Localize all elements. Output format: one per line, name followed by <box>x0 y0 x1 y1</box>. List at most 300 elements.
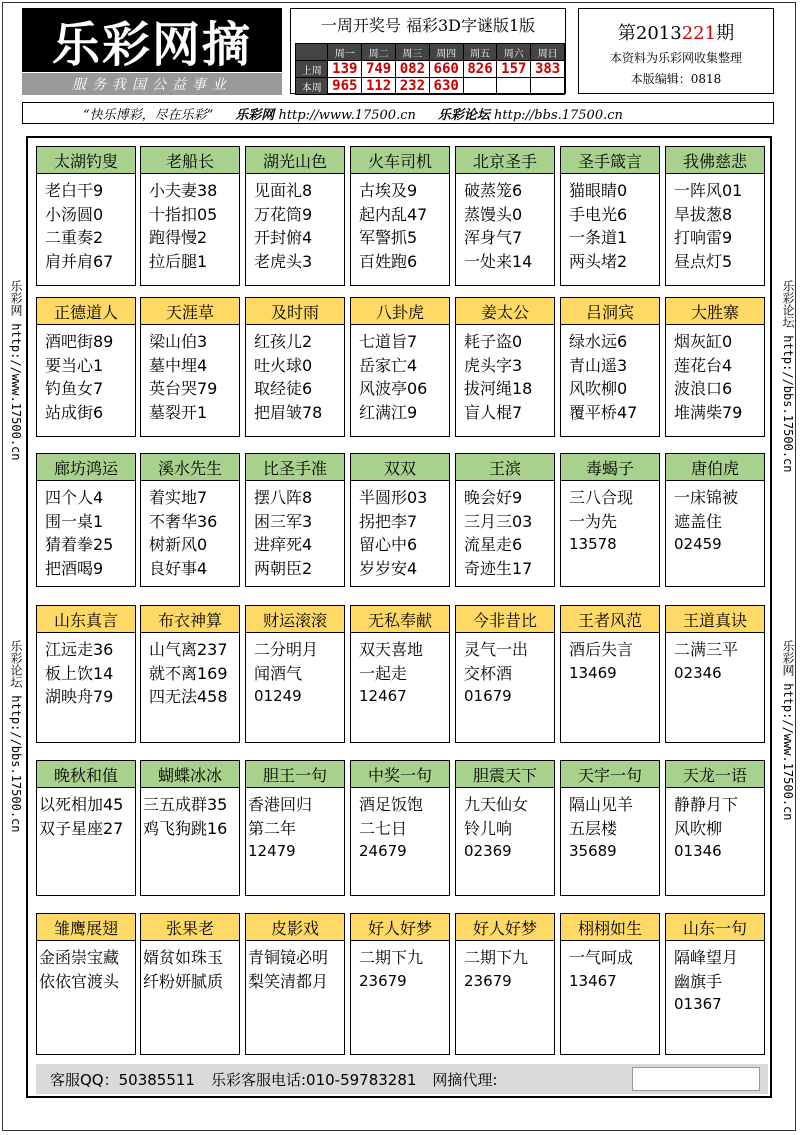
riddle-line: 二期下九 <box>464 948 529 967</box>
riddle-card <box>245 913 345 1055</box>
riddle-card <box>350 913 450 1055</box>
riddle-card-body <box>666 174 764 273</box>
draw-number: 157 <box>497 61 531 78</box>
riddle-card <box>560 146 660 286</box>
riddle-card <box>36 146 136 286</box>
banner <box>22 102 774 124</box>
riddle-line: 酒吧街89 <box>45 332 114 351</box>
riddle-line: 绿水远6 <box>569 332 628 351</box>
riddle-card-title: 晚秋和值 <box>37 761 135 788</box>
riddle-line: 第二年 <box>248 818 297 838</box>
footer-agent: 网摘代理: <box>432 1070 498 1089</box>
riddle-line: 交杯酒 <box>464 663 513 683</box>
riddle-line: 岁岁安4 <box>359 558 418 578</box>
riddle-line: 一起走 <box>359 663 408 683</box>
draw-number: 139 <box>328 61 362 78</box>
riddle-line: 墓裂开1 <box>149 402 208 422</box>
riddle-card-title: 及时雨 <box>246 298 344 325</box>
riddle-card-title: 布衣神算 <box>141 606 239 633</box>
riddle-card <box>350 146 450 286</box>
riddle-card-body <box>351 633 449 709</box>
riddle-card-body <box>351 788 449 864</box>
riddle-card-title: 财运滚滚 <box>246 606 344 633</box>
riddle-line: 山气离237 <box>149 640 228 659</box>
riddle-card <box>36 297 136 437</box>
riddle-card <box>36 913 136 1055</box>
riddle-line: 开封俯4 <box>254 228 313 247</box>
riddle-line: 浑身气7 <box>464 228 523 247</box>
riddle-card <box>665 297 765 437</box>
riddle-line: 三八合现 <box>569 488 634 507</box>
riddle-line: 一阵风01 <box>674 181 743 200</box>
riddle-card-body <box>351 174 449 273</box>
riddle-line: 九天仙女 <box>464 795 529 814</box>
riddle-card <box>560 297 660 437</box>
riddle-line: 02369 <box>464 842 512 860</box>
riddle-card-title: 正德道人 <box>37 298 135 325</box>
riddle-line: 静静月下 <box>674 795 739 814</box>
riddle-card-title: 毒蝎子 <box>561 454 659 481</box>
riddle-line: 双子星座27 <box>39 818 124 838</box>
riddle-card-title: 太湖钓叟 <box>37 147 135 174</box>
riddle-card <box>665 453 765 587</box>
riddle-line: 红满江9 <box>359 402 418 422</box>
riddle-card-title: 湖光山色 <box>246 147 344 174</box>
riddle-card-title: 我佛慈悲 <box>666 147 764 174</box>
issue-editor: 本版编辑：0818 <box>630 72 722 86</box>
riddle-line: 半圆形03 <box>359 488 428 507</box>
riddle-line: 虎头字3 <box>464 355 523 375</box>
riddle-line: 一处来14 <box>464 251 533 271</box>
riddle-card-body <box>561 174 659 273</box>
riddle-line: 耗子盗0 <box>464 332 523 351</box>
riddle-line: 13578 <box>569 535 617 553</box>
riddle-line: 婿贫如珠玉 <box>143 948 224 967</box>
riddle-card-body <box>246 788 344 864</box>
day-header: 周一 <box>328 44 362 61</box>
riddle-line: 晚会好9 <box>464 488 523 507</box>
riddle-line: 三五成群35 <box>143 795 228 814</box>
draw-title: 一周开奖号 福彩3D字谜版1版 <box>320 15 536 35</box>
riddle-line: 纤粉妍腻质 <box>143 971 224 991</box>
logo-text: 乐彩网摘 <box>51 16 252 73</box>
issue-box <box>578 8 774 94</box>
riddle-line: 摆八阵8 <box>254 488 313 507</box>
riddle-card <box>245 453 345 587</box>
forum-url[interactable]: http://bbs.17500.cn <box>494 107 623 123</box>
riddle-line: 二期下九 <box>359 948 424 967</box>
riddle-line: 围一桌1 <box>45 511 104 531</box>
day-header: 周四 <box>429 44 463 61</box>
riddle-card <box>140 146 240 286</box>
riddle-card-body <box>37 941 135 993</box>
riddle-line: 破蒸笼6 <box>464 181 523 200</box>
riddle-line: 鸡飞狗跳16 <box>143 818 228 838</box>
riddle-card-title: 栩栩如生 <box>561 914 659 941</box>
riddle-line: 肩并肩67 <box>45 251 114 271</box>
draw-results-box <box>290 8 566 94</box>
riddle-line: 一条道1 <box>569 228 628 247</box>
riddle-line: 古埃及9 <box>359 181 418 200</box>
riddle-card-title: 今非昔比 <box>456 606 554 633</box>
riddle-line: 依依官渡头 <box>39 971 120 991</box>
slogan: 服务我国公益事业 <box>72 77 232 93</box>
draw-number: 749 <box>362 61 396 78</box>
riddle-card-body <box>246 941 344 993</box>
riddle-card <box>665 913 765 1055</box>
riddle-line: 闻酒气 <box>254 663 303 683</box>
riddle-card-body <box>561 481 659 557</box>
issue-number: 221 <box>681 23 717 44</box>
riddle-line: 着实地7 <box>149 488 208 507</box>
riddle-line: 酒后失言 <box>569 640 634 659</box>
riddle-card-body <box>141 788 239 840</box>
draw-number: 232 <box>396 78 430 95</box>
riddle-card-title: 天龙一语 <box>666 761 764 788</box>
riddle-line: 双天喜地 <box>359 640 424 659</box>
riddle-line: 奇迹生17 <box>464 558 533 578</box>
riddle-line: 三月三03 <box>464 511 533 531</box>
draw-number: 082 <box>396 61 430 78</box>
riddle-line: 老虎头3 <box>254 251 313 271</box>
riddle-card <box>36 605 136 743</box>
riddle-line: 01679 <box>464 687 512 705</box>
riddle-line: 23679 <box>359 971 407 990</box>
riddle-card-title: 廊坊鸿运 <box>37 454 135 481</box>
riddle-line: 板上饮14 <box>45 663 114 683</box>
riddle-line: 就不离169 <box>149 663 228 683</box>
riddle-card <box>560 605 660 743</box>
riddle-card-title: 天宇一句 <box>561 761 659 788</box>
riddle-card <box>665 146 765 286</box>
riddle-line: 香港回归 <box>248 795 313 814</box>
riddle-card-title: 天涯草 <box>141 298 239 325</box>
slogan-bar <box>22 73 282 95</box>
riddle-line: 百姓跑6 <box>359 251 418 271</box>
riddle-card-body <box>37 325 135 424</box>
riddle-line: 烟灰缸0 <box>674 332 733 351</box>
riddle-card-body <box>141 941 239 993</box>
riddle-card-body <box>561 633 659 685</box>
riddle-card-body <box>666 941 764 1017</box>
riddle-card-title: 雏鹰展翅 <box>37 914 135 941</box>
riddle-card-title: 北京圣手 <box>456 147 554 174</box>
riddle-line: 以死相加45 <box>39 795 124 814</box>
riddle-line: 堆满柴79 <box>674 402 743 422</box>
riddle-card <box>665 760 765 896</box>
riddle-line: 梁山伯3 <box>149 332 208 351</box>
riddle-line: 12467 <box>359 687 407 705</box>
agent-blank-field <box>632 1067 760 1091</box>
riddle-card <box>245 605 345 743</box>
riddle-card <box>350 760 450 896</box>
riddle-card-body <box>141 325 239 424</box>
riddle-line: 良好事4 <box>149 558 208 578</box>
riddle-card-body <box>141 481 239 580</box>
day-header: 周三 <box>396 44 430 61</box>
riddle-card <box>455 453 555 587</box>
forum-label: 乐彩论坛 <box>437 107 490 123</box>
riddle-card-title: 胆王一句 <box>246 761 344 788</box>
issue-title <box>579 19 773 45</box>
riddle-line: 灵气一出 <box>464 640 529 659</box>
riddle-line: 12479 <box>248 842 296 860</box>
riddle-line: 取经徒6 <box>254 379 313 398</box>
riddle-card <box>665 605 765 743</box>
riddle-line: 拉后腿1 <box>149 251 208 271</box>
riddle-card-body <box>246 481 344 580</box>
riddle-line: 困三军3 <box>254 511 313 531</box>
riddle-card <box>36 760 136 896</box>
riddle-line: 青山遥3 <box>569 355 628 375</box>
riddle-line: 01249 <box>254 687 302 705</box>
riddle-card-title: 大胜寨 <box>666 298 764 325</box>
riddle-line: 英台哭79 <box>149 379 218 398</box>
riddle-line: 小夫妻38 <box>149 181 218 200</box>
riddle-card-title: 圣手箴言 <box>561 147 659 174</box>
riddle-line: 一为先 <box>569 511 618 531</box>
riddle-card <box>36 453 136 587</box>
riddle-line: 墓中埋4 <box>149 355 208 375</box>
riddle-card-body <box>456 325 554 424</box>
riddle-line: 两朝臣2 <box>254 558 313 578</box>
riddle-card-title: 姜太公 <box>456 298 554 325</box>
motto: “快乐博彩，尽在乐彩” <box>83 107 214 123</box>
riddle-line: 幽旗手 <box>674 971 723 991</box>
riddle-line: 风吹柳 <box>674 818 723 838</box>
footer-phone: 乐彩客服电话:010-59783281 <box>210 1070 417 1089</box>
logo <box>22 8 282 72</box>
riddle-line: 13467 <box>569 971 617 990</box>
riddle-card-title: 好人好梦 <box>351 914 449 941</box>
side-label-left-bottom: 乐彩论坛 http://bbs.17500.cn <box>9 640 23 833</box>
riddle-line: 七道旨7 <box>359 332 418 351</box>
riddle-card-body <box>37 481 135 580</box>
riddle-line: 24679 <box>359 842 407 860</box>
draw-number: 383 <box>531 61 565 78</box>
riddle-line: 打响雷9 <box>674 228 733 247</box>
riddle-line: 金函崇宝藏 <box>39 948 120 967</box>
riddle-line: 拐把李7 <box>359 511 418 531</box>
riddle-line: 隔山见羊 <box>569 795 634 814</box>
riddle-card <box>350 605 450 743</box>
riddle-line: 万花筒9 <box>254 204 313 224</box>
riddle-line: 昼点灯5 <box>674 251 733 271</box>
riddle-line: 起内乱47 <box>359 204 428 224</box>
day-header: 周六 <box>497 44 531 61</box>
draw-number: 630 <box>429 78 463 95</box>
riddle-card-body <box>246 325 344 424</box>
site-url[interactable]: http://www.17500.cn <box>278 107 416 123</box>
riddle-line: 梨笑清都月 <box>248 971 329 991</box>
riddle-card-title: 蝴蝶冰冰 <box>141 761 239 788</box>
riddle-line: 两头堵2 <box>569 251 628 271</box>
riddle-line: 23679 <box>464 971 512 990</box>
draw-number <box>531 78 565 95</box>
riddle-card-body <box>456 174 554 273</box>
riddle-line: 见面礼8 <box>254 181 313 200</box>
riddle-line: 猫眼睛0 <box>569 181 628 200</box>
riddle-line: 二重奏2 <box>45 228 104 247</box>
corner-cell <box>296 44 328 61</box>
draw-number: 965 <box>328 78 362 95</box>
riddle-card <box>245 760 345 896</box>
riddle-card-title: 火车司机 <box>351 147 449 174</box>
riddle-card-title: 山东真言 <box>37 606 135 633</box>
riddle-card <box>140 297 240 437</box>
riddle-card-title: 吕洞宾 <box>561 298 659 325</box>
riddle-card <box>455 605 555 743</box>
riddle-card <box>455 913 555 1055</box>
riddle-line: 青铜镜必明 <box>248 948 329 967</box>
riddle-line: 跑得慢2 <box>149 228 208 247</box>
riddle-line: 流星走6 <box>464 535 523 554</box>
riddle-card-title: 比圣手准 <box>246 454 344 481</box>
riddle-card-body <box>456 633 554 709</box>
riddle-card-title: 胆震天下 <box>456 761 554 788</box>
riddle-card-body <box>351 941 449 993</box>
riddle-card-title: 王者风范 <box>561 606 659 633</box>
riddle-line: 把眉皱78 <box>254 402 323 422</box>
riddle-line: 蒸馒头0 <box>464 204 523 224</box>
riddle-card-title: 老船长 <box>141 147 239 174</box>
day-header: 周五 <box>463 44 497 61</box>
riddle-card-body <box>351 325 449 424</box>
riddle-line: 02346 <box>674 663 722 682</box>
riddle-card-title: 好人好梦 <box>456 914 554 941</box>
riddle-line: 风波亭06 <box>359 379 428 398</box>
draw-number <box>463 78 497 95</box>
issue-note: 本资料为乐彩网收集整理 <box>609 51 742 65</box>
riddle-line: 站成街6 <box>45 402 104 422</box>
riddle-card-body <box>666 788 764 864</box>
riddle-card <box>245 297 345 437</box>
draw-table <box>295 43 565 95</box>
riddle-card <box>560 760 660 896</box>
riddle-card-body <box>561 788 659 864</box>
riddle-line: 二七日 <box>359 818 408 838</box>
riddle-card <box>140 913 240 1055</box>
riddle-line: 风吹柳0 <box>569 379 628 398</box>
riddle-card-title: 溪水先生 <box>141 454 239 481</box>
riddle-card-body <box>666 325 764 424</box>
riddle-card <box>140 760 240 896</box>
riddle-card <box>455 297 555 437</box>
draw-number <box>497 78 531 95</box>
riddle-card-body <box>37 788 135 840</box>
riddle-line: 35689 <box>569 842 617 860</box>
riddle-line: 覆平桥47 <box>569 402 638 422</box>
riddle-card-body <box>666 633 764 685</box>
draw-number: 826 <box>463 61 497 78</box>
riddle-line: 铃儿响 <box>464 818 513 838</box>
riddle-card <box>350 297 450 437</box>
riddle-line: 四无法458 <box>149 687 228 706</box>
riddle-line: 13469 <box>569 663 617 682</box>
day-header: 周二 <box>362 44 396 61</box>
riddle-line: 江远走36 <box>45 640 114 659</box>
riddle-line: 酒足饭饱 <box>359 795 424 814</box>
riddle-line: 把酒喝9 <box>45 558 104 578</box>
riddle-card-body <box>351 481 449 580</box>
day-header: 周日 <box>531 44 565 61</box>
riddle-line: 二满三平 <box>674 640 739 659</box>
riddle-card-body <box>456 481 554 580</box>
side-label-right-top: 乐彩论坛 http://bbs.17500.cn <box>781 280 795 473</box>
riddle-card <box>560 453 660 587</box>
riddle-line: 莲花台4 <box>674 355 733 375</box>
riddle-line: 手电光6 <box>569 204 628 224</box>
riddle-line: 一气呵成 <box>569 948 634 967</box>
footer-qq: 客服QQ：50385511 <box>50 1070 195 1089</box>
issue-suffix: 期 <box>716 23 735 44</box>
riddle-line: 02459 <box>674 535 722 553</box>
riddle-line: 01367 <box>674 995 722 1013</box>
riddle-card <box>455 760 555 896</box>
riddle-line: 波浪口6 <box>674 379 733 398</box>
riddle-card-body <box>141 633 239 709</box>
issue-prefix: 第2013 <box>617 23 682 44</box>
riddle-line: 遮盖住 <box>674 511 723 531</box>
riddle-line: 钓鱼女7 <box>45 379 104 398</box>
riddle-line: 一床锦被 <box>674 488 739 507</box>
draw-number: 112 <box>362 78 396 95</box>
riddle-line: 五层楼 <box>569 818 618 838</box>
riddle-card-title: 皮影戏 <box>246 914 344 941</box>
riddle-card-title: 山东一句 <box>666 914 764 941</box>
riddle-card <box>245 146 345 286</box>
riddle-card <box>560 913 660 1055</box>
riddle-card-body <box>37 174 135 273</box>
riddle-line: 十指扣05 <box>149 204 218 224</box>
riddle-card <box>140 605 240 743</box>
riddle-line: 老白干9 <box>45 181 104 200</box>
riddle-card <box>350 453 450 587</box>
riddle-card-title: 无私奉献 <box>351 606 449 633</box>
riddle-card-title: 唐伯虎 <box>666 454 764 481</box>
riddle-card <box>455 146 555 286</box>
riddle-card-title: 王滨 <box>456 454 554 481</box>
riddle-card-body <box>37 633 135 709</box>
riddle-line: 小汤圆0 <box>45 204 104 224</box>
riddle-line: 旱拔葱8 <box>674 204 733 224</box>
riddle-line: 留心中6 <box>359 535 418 554</box>
riddle-line: 01346 <box>674 842 722 860</box>
riddle-card <box>140 453 240 587</box>
riddle-line: 树新风0 <box>149 535 208 554</box>
riddle-card-body <box>666 481 764 557</box>
riddle-card-title: 双双 <box>351 454 449 481</box>
riddle-line: 拔河绳18 <box>464 379 533 398</box>
riddle-line: 湖映舟79 <box>45 687 114 706</box>
riddle-line: 四个人4 <box>45 488 104 507</box>
riddle-line: 隔峰望月 <box>674 948 739 967</box>
riddle-line: 不奢华36 <box>149 511 218 531</box>
riddle-card-body <box>561 941 659 993</box>
riddle-line: 进痒死4 <box>254 535 313 554</box>
riddle-card-body <box>246 633 344 709</box>
this-week-label: 本周 <box>296 78 328 95</box>
riddle-line: 猜着拳25 <box>45 535 114 554</box>
riddle-line: 要当心1 <box>45 355 104 375</box>
riddle-card-title: 张果老 <box>141 914 239 941</box>
side-label-right-bottom: 乐彩网 http://www.17500.cn <box>781 640 795 821</box>
side-label-left-top: 乐彩网 http://www.17500.cn <box>9 280 23 461</box>
riddle-line: 军警抓5 <box>359 228 418 247</box>
riddle-card-body <box>246 174 344 273</box>
riddle-card-body <box>561 325 659 424</box>
riddle-card-body <box>456 788 554 864</box>
